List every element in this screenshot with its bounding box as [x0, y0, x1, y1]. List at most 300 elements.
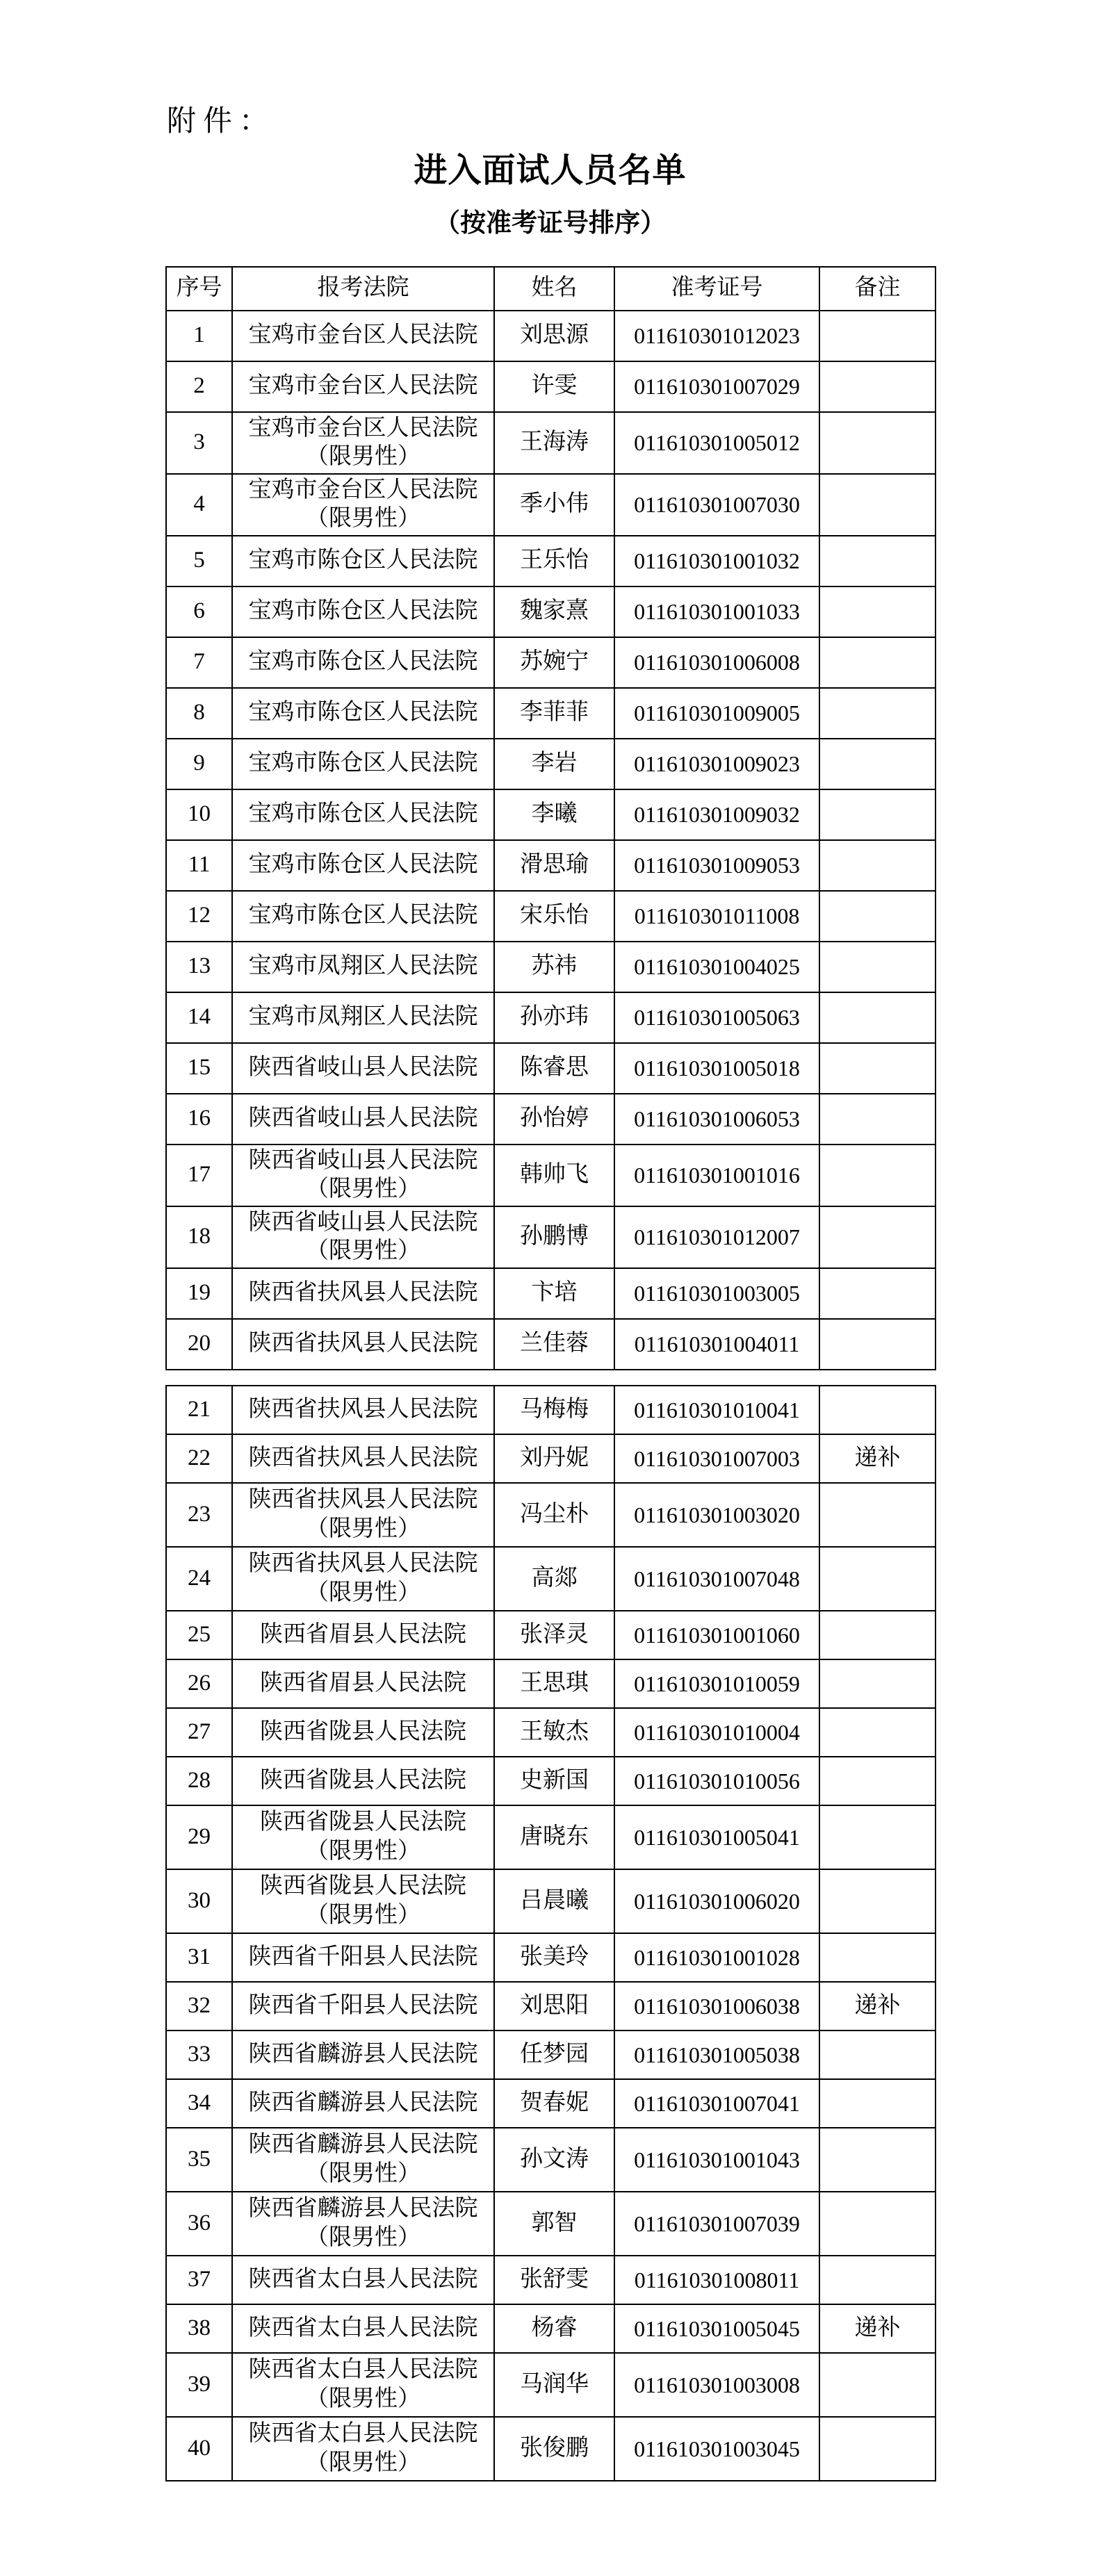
remark-cell: [819, 1547, 935, 1611]
table-body: [166, 1386, 935, 2481]
serial-cell: 20: [166, 1319, 232, 1370]
ticket-number-cell: 011610301010059: [614, 1659, 819, 1708]
ticket-number-cell: 011610301001028: [614, 1933, 819, 1982]
court-cell: [232, 1708, 494, 1757]
serial-cell: 5: [166, 536, 232, 586]
remark-cell: [819, 1094, 935, 1145]
name-cell: 张舒雯: [494, 2256, 614, 2304]
court-gender-restriction: （限男性）: [306, 2386, 420, 2411]
remark-cell: [819, 739, 935, 789]
ticket-number-cell: 011610301010004: [614, 1708, 819, 1757]
court-cell: [232, 2079, 494, 2128]
table-row: [166, 1145, 935, 1206]
ticket-number-cell: 011610301004025: [614, 942, 819, 992]
ticket-number-cell: 011610301005041: [614, 1805, 819, 1869]
name-cell: 孙文涛: [494, 2128, 614, 2192]
name-cell: 孙怡婷: [494, 1094, 614, 1145]
remark-cell: [819, 2256, 935, 2304]
court-cell: [232, 311, 494, 361]
remark-cell: 递补: [819, 1982, 935, 2031]
table-row: [166, 2031, 935, 2079]
ticket-number-cell: 011610301007048: [614, 1547, 819, 1611]
court-name: 宝鸡市金台区人民法院: [248, 373, 478, 399]
remark-cell: [819, 311, 935, 361]
court-name: 宝鸡市陈仓区人民法院: [248, 598, 478, 624]
court-gender-restriction: （限男性）: [306, 2160, 420, 2186]
remark-cell: [819, 1319, 935, 1370]
court-name: 宝鸡市金台区人民法院: [248, 415, 478, 441]
court-cell: [232, 1933, 494, 1982]
serial-cell: 29: [166, 1805, 232, 1869]
court-cell: [232, 1094, 494, 1145]
ticket-number-cell: 011610301005012: [614, 412, 819, 474]
court-cell: [232, 1659, 494, 1708]
table-row: [166, 1982, 935, 2031]
court-cell: [232, 2353, 494, 2417]
court-gender-restriction: （限男性）: [306, 1516, 420, 1541]
court-cell: [232, 2256, 494, 2304]
remark-cell: [819, 637, 935, 688]
court-cell: [232, 1611, 494, 1659]
ticket-number-cell: 011610301008011: [614, 2256, 819, 2304]
serial-cell: 9: [166, 739, 232, 789]
ticket-number-cell: 011610301009032: [614, 789, 819, 840]
court-cell: [232, 1982, 494, 2031]
court-name: 陕西省陇县人民法院: [260, 1718, 466, 1744]
remark-cell: [819, 1145, 935, 1206]
remark-cell: [819, 1708, 935, 1757]
court-name: 宝鸡市陈仓区人民法院: [248, 700, 478, 725]
serial-cell: 4: [166, 474, 232, 536]
serial-cell: 15: [166, 1043, 232, 1094]
ticket-number-cell: 011610301001016: [614, 1145, 819, 1206]
ticket-number-cell: 011610301009023: [614, 739, 819, 789]
interview-list-table-part-2: [165, 1385, 936, 2481]
serial-cell: 32: [166, 1982, 232, 2031]
serial-cell: 24: [166, 1547, 232, 1611]
column-header: 姓名: [494, 267, 614, 311]
table-row: [166, 2192, 935, 2256]
serial-cell: 6: [166, 586, 232, 637]
court-name: 宝鸡市金台区人民法院: [248, 322, 478, 348]
court-name: 宝鸡市凤翔区人民法院: [248, 953, 478, 979]
ticket-number-cell: 011610301003005: [614, 1268, 819, 1319]
court-name: 陕西省陇县人民法院: [260, 1873, 466, 1899]
court-cell: [232, 1043, 494, 1094]
table-row: [166, 2304, 935, 2353]
ticket-number-cell: 011610301009053: [614, 840, 819, 891]
table-row: [166, 1094, 935, 1145]
table-row: [166, 361, 935, 412]
name-cell: 郭智: [494, 2192, 614, 2256]
table-row: [166, 536, 935, 586]
table-row: [166, 1659, 935, 1708]
name-cell: 吕晨曦: [494, 1869, 614, 1933]
header-row: [166, 267, 935, 311]
table-row: [166, 2256, 935, 2304]
court-gender-restriction: （限男性）: [306, 506, 420, 532]
remark-cell: [819, 1805, 935, 1869]
table-body: [166, 311, 935, 1370]
remark-cell: [819, 1933, 935, 1982]
name-cell: 张美玲: [494, 1933, 614, 1982]
serial-cell: 17: [166, 1145, 232, 1206]
court-name: 陕西省千阳县人民法院: [248, 1944, 478, 1969]
serial-cell: 2: [166, 361, 232, 412]
court-name: 宝鸡市陈仓区人民法院: [248, 548, 478, 573]
serial-cell: 35: [166, 2128, 232, 2192]
name-cell: 史新国: [494, 1757, 614, 1805]
court-gender-restriction: （限男性）: [306, 1176, 420, 1202]
ticket-number-cell: 011610301005063: [614, 992, 819, 1043]
court-name: 宝鸡市陈仓区人民法院: [248, 750, 478, 776]
remark-cell: [819, 2417, 935, 2481]
court-name: 宝鸡市陈仓区人民法院: [248, 801, 478, 827]
table-row: [166, 1757, 935, 1805]
name-cell: 王敏杰: [494, 1708, 614, 1757]
ticket-number-cell: 011610301003045: [614, 2417, 819, 2481]
serial-cell: 28: [166, 1757, 232, 1805]
name-cell: 高郯: [494, 1547, 614, 1611]
table-row: [166, 1869, 935, 1933]
court-name: 陕西省麟游县人民法院: [248, 2090, 478, 2115]
table-row: [166, 2353, 935, 2417]
serial-cell: 8: [166, 688, 232, 739]
court-cell: [232, 637, 494, 688]
ticket-number-cell: 011610301007039: [614, 2192, 819, 2256]
court-cell: [232, 474, 494, 536]
remark-cell: [819, 688, 935, 739]
court-cell: [232, 586, 494, 637]
ticket-number-cell: 011610301006038: [614, 1982, 819, 2031]
court-name: 陕西省千阳县人民法院: [248, 1992, 478, 2018]
ticket-number-cell: 011610301012007: [614, 1206, 819, 1268]
court-cell: [232, 840, 494, 891]
serial-cell: 33: [166, 2031, 232, 2079]
serial-cell: 18: [166, 1206, 232, 1268]
name-cell: 李曦: [494, 789, 614, 840]
remark-cell: [819, 474, 935, 536]
remark-cell: [819, 1611, 935, 1659]
remark-cell: [819, 586, 935, 637]
remark-cell: [819, 1869, 935, 1933]
table-row: [166, 586, 935, 637]
table-row: [166, 1319, 935, 1370]
name-cell: 马梅梅: [494, 1386, 614, 1434]
name-cell: 苏婉宁: [494, 637, 614, 688]
serial-cell: 11: [166, 840, 232, 891]
court-cell: [232, 1483, 494, 1547]
table-row: [166, 992, 935, 1043]
attachment-label: 附件：: [167, 106, 276, 138]
serial-cell: 38: [166, 2304, 232, 2353]
name-cell: 许雯: [494, 361, 614, 412]
serial-cell: 31: [166, 1933, 232, 1982]
ticket-number-cell: 011610301004011: [614, 1319, 819, 1370]
table-row: [166, 840, 935, 891]
remark-cell: [819, 840, 935, 891]
ticket-number-cell: 011610301007029: [614, 361, 819, 412]
table-row: [166, 474, 935, 536]
ticket-number-cell: 011610301001060: [614, 1611, 819, 1659]
remark-cell: [819, 942, 935, 992]
table-row: [166, 1206, 935, 1268]
column-header: 序号: [166, 267, 232, 311]
ticket-number-cell: 011610301010056: [614, 1757, 819, 1805]
court-cell: [232, 2031, 494, 2079]
court-gender-restriction: （限男性）: [306, 2224, 420, 2250]
name-cell: 季小伟: [494, 474, 614, 536]
table-row: [166, 739, 935, 789]
remark-cell: [819, 1268, 935, 1319]
court-cell: [232, 1805, 494, 1869]
name-cell: 苏祎: [494, 942, 614, 992]
ticket-number-cell: 011610301003020: [614, 1483, 819, 1547]
court-name: 陕西省太白县人民法院: [248, 2315, 478, 2340]
name-cell: 马润华: [494, 2353, 614, 2417]
ticket-number-cell: 011610301006053: [614, 1094, 819, 1145]
ticket-number-cell: 011610301007041: [614, 2079, 819, 2128]
serial-cell: 21: [166, 1386, 232, 1434]
table-row: [166, 2128, 935, 2192]
name-cell: 张泽灵: [494, 1611, 614, 1659]
serial-cell: 36: [166, 2192, 232, 2256]
court-cell: [232, 992, 494, 1043]
court-name: 陕西省扶风县人民法院: [248, 1280, 478, 1306]
table-row: [166, 1043, 935, 1094]
ticket-number-cell: 011610301005038: [614, 2031, 819, 2079]
remark-cell: [819, 412, 935, 474]
table-row: [166, 942, 935, 992]
court-cell: [232, 1386, 494, 1434]
name-cell: 刘丹妮: [494, 1434, 614, 1483]
court-cell: [232, 1145, 494, 1206]
court-name: 陕西省岐山县人民法院: [248, 1055, 478, 1081]
name-cell: 贺春妮: [494, 2079, 614, 2128]
name-cell: 卞培: [494, 1268, 614, 1319]
court-cell: [232, 1206, 494, 1268]
remark-cell: [819, 1206, 935, 1268]
remark-cell: 递补: [819, 1434, 935, 1483]
name-cell: 唐晓东: [494, 1805, 614, 1869]
court-cell: [232, 1434, 494, 1483]
table-row: [166, 2417, 935, 2481]
document-content: [165, 0, 935, 2481]
court-name: 陕西省岐山县人民法院: [248, 1209, 478, 1235]
court-name: 陕西省眉县人民法院: [260, 1670, 466, 1696]
serial-cell: 25: [166, 1611, 232, 1659]
serial-cell: 22: [166, 1434, 232, 1483]
court-cell: [232, 2417, 494, 2481]
remark-cell: [819, 2079, 935, 2128]
court-name: 陕西省扶风县人民法院: [248, 1551, 478, 1577]
table-row: [166, 688, 935, 739]
table-row: [166, 891, 935, 942]
ticket-number-cell: 011610301010041: [614, 1386, 819, 1434]
court-cell: [232, 536, 494, 586]
court-cell: [232, 1547, 494, 1611]
table-row: [166, 1933, 935, 1982]
serial-cell: 37: [166, 2256, 232, 2304]
name-cell: 张俊鹏: [494, 2417, 614, 2481]
name-cell: 任梦园: [494, 2031, 614, 2079]
name-cell: 杨睿: [494, 2304, 614, 2353]
court-cell: [232, 361, 494, 412]
ticket-number-cell: 011610301009005: [614, 688, 819, 739]
court-cell: [232, 1757, 494, 1805]
serial-cell: 27: [166, 1708, 232, 1757]
remark-cell: [819, 1386, 935, 1434]
table-row: [166, 637, 935, 688]
name-cell: 魏家熹: [494, 586, 614, 637]
serial-cell: 1: [166, 311, 232, 361]
court-name: 陕西省麟游县人民法院: [248, 2041, 478, 2067]
court-name: 陕西省陇县人民法院: [260, 1810, 466, 1835]
name-cell: 李菲菲: [494, 688, 614, 739]
remark-cell: [819, 2353, 935, 2417]
serial-cell: 23: [166, 1483, 232, 1547]
table-row: [166, 412, 935, 474]
court-name: 陕西省扶风县人民法院: [248, 1396, 478, 1422]
court-name: 陕西省太白县人民法院: [248, 2357, 478, 2383]
remark-cell: [819, 2192, 935, 2256]
ticket-number-cell: 011610301003008: [614, 2353, 819, 2417]
column-header: 备注: [819, 267, 935, 311]
court-cell: [232, 2192, 494, 2256]
court-gender-restriction: （限男性）: [306, 1838, 420, 1864]
court-name: 陕西省岐山县人民法院: [248, 1106, 478, 1131]
ticket-number-cell: 011610301001032: [614, 536, 819, 586]
court-name: 陕西省太白县人民法院: [248, 2266, 478, 2292]
ticket-number-cell: 011610301001033: [614, 586, 819, 637]
remark-cell: [819, 361, 935, 412]
court-gender-restriction: （限男性）: [306, 1238, 420, 1264]
remark-cell: [819, 1757, 935, 1805]
court-gender-restriction: （限男性）: [306, 2450, 420, 2475]
court-cell: [232, 2128, 494, 2192]
remark-cell: 递补: [819, 2304, 935, 2353]
table-row: [166, 1268, 935, 1319]
ticket-number-cell: 011610301007003: [614, 1434, 819, 1483]
court-cell: [232, 942, 494, 992]
court-name: 陕西省扶风县人民法院: [248, 1331, 478, 1356]
serial-cell: 40: [166, 2417, 232, 2481]
name-cell: 王海涛: [494, 412, 614, 474]
court-name: 陕西省岐山县人民法院: [248, 1147, 478, 1173]
remark-cell: [819, 1483, 935, 1547]
ticket-number-cell: 011610301007030: [614, 474, 819, 536]
name-cell: 刘思源: [494, 311, 614, 361]
court-name: 陕西省扶风县人民法院: [248, 1487, 478, 1513]
court-cell: [232, 2304, 494, 2353]
remark-cell: [819, 1659, 935, 1708]
court-gender-restriction: （限男性）: [306, 1580, 420, 1605]
name-cell: 孙鹏博: [494, 1206, 614, 1268]
name-cell: 韩帅飞: [494, 1145, 614, 1206]
court-name: 陕西省麟游县人民法院: [248, 2196, 478, 2222]
remark-cell: [819, 1043, 935, 1094]
page-title: 进入面试人员名单: [414, 151, 687, 189]
table-row: [166, 311, 935, 361]
ticket-number-cell: 011610301005045: [614, 2304, 819, 2353]
remark-cell: [819, 2031, 935, 2079]
remark-cell: [819, 2128, 935, 2192]
ticket-number-cell: 011610301012023: [614, 311, 819, 361]
remark-cell: [819, 536, 935, 586]
name-cell: 宋乐怡: [494, 891, 614, 942]
column-header: 准考证号: [614, 267, 819, 311]
court-cell: [232, 1319, 494, 1370]
name-cell: 陈睿思: [494, 1043, 614, 1094]
serial-cell: 13: [166, 942, 232, 992]
name-cell: 王思琪: [494, 1659, 614, 1708]
serial-cell: 10: [166, 789, 232, 840]
table-row: [166, 789, 935, 840]
serial-cell: 12: [166, 891, 232, 942]
name-cell: 兰佳蓉: [494, 1319, 614, 1370]
ticket-number-cell: 011610301011008: [614, 891, 819, 942]
ticket-number-cell: 011610301006020: [614, 1869, 819, 1933]
table-row: [166, 2079, 935, 2128]
name-cell: 李岩: [494, 739, 614, 789]
court-name: 陕西省太白县人民法院: [248, 2421, 478, 2447]
court-name: 陕西省扶风县人民法院: [248, 1445, 478, 1470]
court-cell: [232, 1869, 494, 1933]
name-cell: 冯尘朴: [494, 1483, 614, 1547]
serial-cell: 16: [166, 1094, 232, 1145]
ticket-number-cell: 011610301005018: [614, 1043, 819, 1094]
table-row: [166, 1547, 935, 1611]
serial-cell: 3: [166, 412, 232, 474]
serial-cell: 34: [166, 2079, 232, 2128]
table-row: [166, 1434, 935, 1483]
name-cell: 滑思瑜: [494, 840, 614, 891]
court-cell: [232, 891, 494, 942]
table-row: [166, 1708, 935, 1757]
name-cell: 孙亦玮: [494, 992, 614, 1043]
court-gender-restriction: （限男性）: [306, 1902, 420, 1928]
serial-cell: 7: [166, 637, 232, 688]
serial-cell: 30: [166, 1869, 232, 1933]
court-cell: [232, 1268, 494, 1319]
court-name: 宝鸡市陈仓区人民法院: [248, 903, 478, 928]
court-name: 宝鸡市陈仓区人民法院: [248, 649, 478, 675]
court-name: 宝鸡市凤翔区人民法院: [248, 1004, 478, 1030]
column-header: 报考法院: [232, 267, 494, 311]
name-cell: 刘思阳: [494, 1982, 614, 2031]
court-name: 陕西省陇县人民法院: [260, 1767, 466, 1793]
remark-cell: [819, 992, 935, 1043]
table-row: [166, 1386, 935, 1434]
court-cell: [232, 739, 494, 789]
court-name: 宝鸡市陈仓区人民法院: [248, 852, 478, 878]
court-gender-restriction: （限男性）: [306, 444, 420, 470]
serial-cell: 39: [166, 2353, 232, 2417]
court-name: 陕西省麟游县人民法院: [248, 2132, 478, 2158]
remark-cell: [819, 891, 935, 942]
name-cell: 王乐怡: [494, 536, 614, 586]
serial-cell: 19: [166, 1268, 232, 1319]
serial-cell: 14: [166, 992, 232, 1043]
remark-cell: [819, 789, 935, 840]
court-cell: [232, 789, 494, 840]
serial-cell: 26: [166, 1659, 232, 1708]
page-subtitle: （按准考证号排序）: [434, 209, 666, 238]
court-name: 宝鸡市金台区人民法院: [248, 477, 478, 502]
table-row: [166, 1483, 935, 1547]
court-name: 陕西省眉县人民法院: [260, 1621, 466, 1647]
table-header: [166, 267, 935, 311]
